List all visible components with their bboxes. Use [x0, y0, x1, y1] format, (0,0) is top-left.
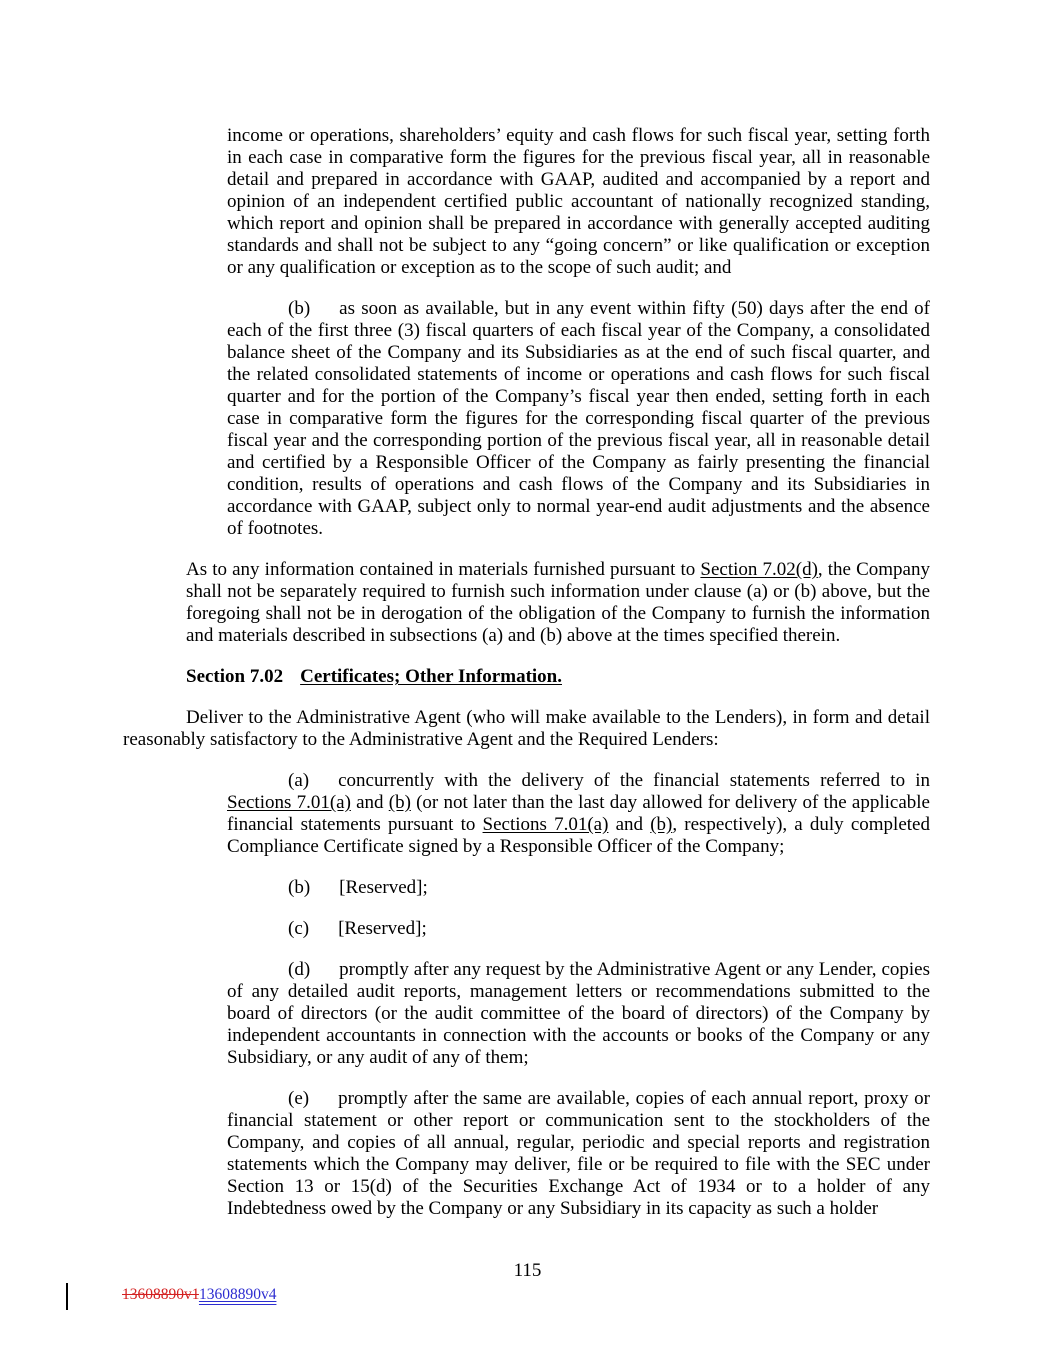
cross-reference: Sections 7.01(a) [227, 792, 351, 813]
paragraph-7.02-a [227, 770, 930, 858]
revision-change-bar [66, 1283, 68, 1310]
inserted-doc-id: 13608890v4 [198, 1286, 277, 1303]
paragraph-label: (d) [288, 959, 311, 980]
paragraph-7.02-c [227, 918, 930, 940]
paragraph-text: as soon as available, but in any event within fifty (50) days after the end of each of the first three (3) fiscal quarters of each fiscal year of the Company, a consolidated balance sheet of the Company and its Subsidiaries as at the end of such fiscal quarter, and the related consolidated statements of income or operations and cash flows for such fiscal quarter and for the portion of the Company’s fiscal year then ended, setting forth in each case in comparative form the figures for the corresponding fiscal quarter of the previous fiscal year and the corresponding portion of the previous fiscal year, all in reasonable detail and certified by a Responsible Officer of the Company as fairly presenting the financial condition, results of operations and cash flows of the Company and its Subsidiaries in accordance with GAAP, subject only to normal year-end audit adjustments and the absence of footnotes. [227, 298, 930, 539]
paragraph-text: As to any information contained in materials furnished pursuant to [186, 559, 701, 580]
paragraph-text: promptly after any request by the Administrative Agent or any Lender, copies of any detailed audit reports, management letters or recommendations submitted to the board of directors (or the audit committee of the board of directors) of the Company by independent accountants in connection with the accounts or books of the Company or any Subsidiary, or any audit of any of them; [227, 959, 930, 1068]
cross-reference: (b) [388, 792, 411, 813]
paragraph-text: Deliver to the Administrative Agent (who will make available to the Lenders), in form and detail reasonably satisfactory to the Administrative Agent and the Required Lenders: [123, 707, 930, 750]
paragraph-label: (b) [288, 877, 311, 898]
paragraph-text: [Reserved]; [339, 877, 428, 898]
paragraph-7.01-b [227, 298, 930, 540]
paragraph-text: concurrently with the delivery of the financial statements referred to in [338, 770, 930, 791]
page-number: 115 [513, 1260, 542, 1281]
cross-reference: Section 7.02(d) [700, 559, 818, 580]
paragraph-text: income or operations, shareholders’ equity and cash flows for such fiscal year, setting forth in each case in comparative form the figures for the previous fiscal year, all in reasonable detail and prepared in accordance with GAAP, audited and accompanied by a report and opinion of an independent certified public accountant of nationally recognized standing, which report and opinion shall be prepared in accordance with generally accepted auditing standards and shall not be subject to any “going concern” or like qualification or exception or any qualification or exception as to the scope of such audit; and [227, 125, 930, 278]
paragraph-7.02-b [227, 877, 930, 899]
cross-reference: Certificates; Other Information. [300, 666, 562, 687]
cross-reference: (b) [650, 814, 673, 835]
paragraph-label: (a) [288, 770, 310, 791]
paragraph-7.01a-continuation [227, 125, 930, 279]
heading-section-7.02 [186, 666, 930, 688]
paragraph-text: , respectively), a duly completed Compliance Certificate signed by a Responsible Officer of the Company; [227, 814, 930, 857]
cross-reference: Sections 7.01(a) [482, 814, 609, 835]
paragraph-deliver-intro [123, 707, 930, 751]
paragraph-as-to-information [186, 559, 930, 647]
paragraph-text: and [608, 814, 651, 835]
deleted-doc-id: 13608890v1 [122, 1286, 199, 1303]
paragraph-text: (or not later than the last day allowed for delivery of the applicable financial statements pursuant to [227, 792, 930, 835]
paragraph-label: (e) [288, 1088, 310, 1109]
paragraph-text: and [350, 792, 389, 813]
paragraph-text: [Reserved]; [338, 918, 427, 939]
document-id-footer [122, 1286, 276, 1304]
paragraph-7.02-d [227, 959, 930, 1069]
document-body [123, 125, 930, 1239]
paragraph-label: (c) [288, 918, 310, 939]
paragraph-text: , the Company shall not be separately required to furnish such information under clause (a) or (b) above, but the foregoing shall not be in derogation of the obligation of the Company to furnish the information and materials described in subsections (a) and (b) above at the times specified therein. [186, 559, 930, 646]
paragraph-label: Section 7.02 [186, 666, 284, 687]
paragraph-text: promptly after the same are available, copies of each annual report, proxy or financial statement or other report or communication sent to the stockholders of the Company, and copies of all annual, regular, periodic and special reports and registration statements which the Company may deliver, file or be required to file with the SEC under Section 13 or 15(d) of the Securities Exchange Act of 1934 or to a holder of any Indebtedness owed by the Company or any Subsidiary in its capacity as such a holder [227, 1088, 930, 1219]
paragraph-label: (b) [288, 298, 311, 319]
paragraph-7.02-e [227, 1088, 930, 1220]
